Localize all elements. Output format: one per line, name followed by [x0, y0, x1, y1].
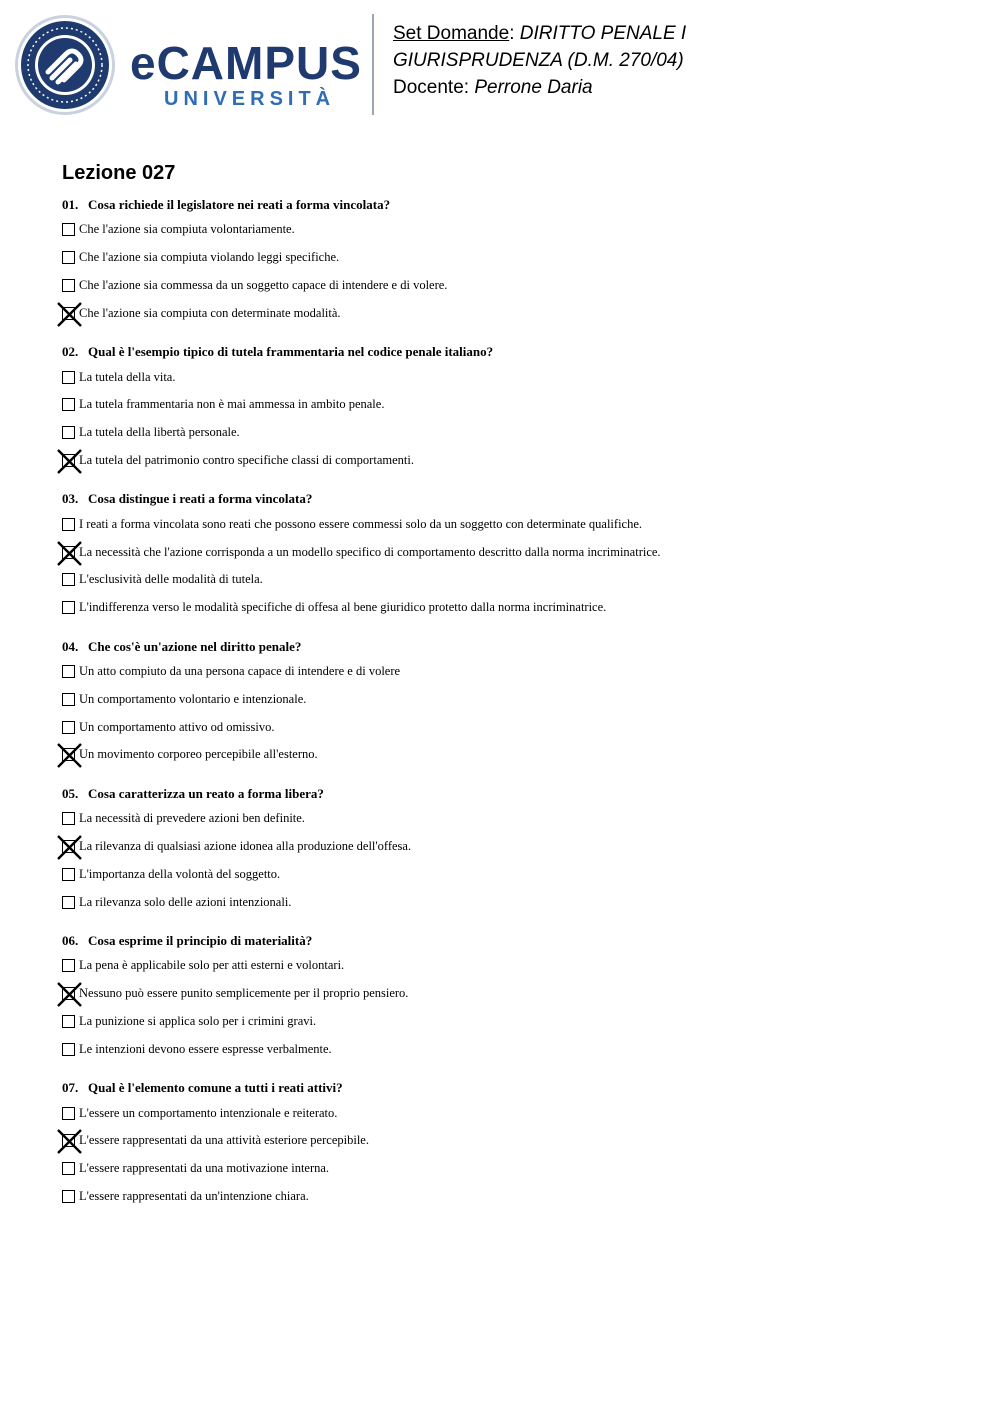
answer-checkbox[interactable] — [62, 251, 75, 264]
brand-subtitle: UNIVERSITÀ — [164, 88, 336, 110]
brand-name: eCAMPUS — [130, 37, 362, 89]
answer-option[interactable] — [62, 538, 962, 566]
answer-text: L'essere rappresentati da un'intenzione chiara. — [79, 1188, 309, 1203]
answer-checkbox-checked[interactable] — [62, 987, 75, 1000]
answer-checkbox[interactable] — [62, 1162, 75, 1175]
answer-checkbox[interactable] — [62, 665, 75, 678]
answer-text: La rilevanza solo delle azioni intenzionali. — [79, 894, 292, 909]
answer-text: L'essere rappresentati da una motivazione interna. — [79, 1161, 330, 1176]
answer-option[interactable] — [62, 980, 962, 1008]
answer-checkbox[interactable] — [62, 398, 75, 411]
selected-x-mark-icon — [56, 301, 83, 328]
brand-wordmark — [130, 37, 362, 110]
answer-checkbox[interactable] — [62, 518, 75, 531]
answer-text: Le intenzioni devono essere espresse verbalmente. — [79, 1041, 332, 1056]
answer-option[interactable] — [62, 1183, 962, 1211]
answer-option[interactable] — [62, 594, 962, 622]
answer-checkbox[interactable] — [62, 279, 75, 292]
header-info — [393, 20, 686, 101]
answer-text: La rilevanza di qualsiasi azione idonea alla produzione dell'offesa. — [79, 838, 412, 853]
answer-checkbox[interactable] — [62, 426, 75, 439]
answer-list — [62, 216, 962, 327]
answer-option[interactable] — [62, 741, 962, 769]
answer-list — [62, 952, 962, 1063]
answer-checkbox[interactable] — [62, 1015, 75, 1028]
answer-text: Un comportamento attivo od omissivo. — [79, 719, 275, 734]
answer-option[interactable] — [62, 447, 962, 475]
answer-list — [62, 1099, 962, 1210]
question-list — [62, 194, 962, 1224]
teacher-name: Perrone Daria — [474, 77, 593, 98]
answer-checkbox-checked[interactable] — [62, 454, 75, 467]
answer-option[interactable] — [62, 685, 962, 713]
answer-option[interactable] — [62, 272, 962, 300]
selected-x-mark-icon — [56, 1128, 83, 1155]
answer-text: La tutela della libertà personale. — [79, 425, 240, 440]
answer-option[interactable] — [62, 805, 962, 833]
question-label: Cosa distingue i reati a forma vincolata? — [88, 491, 313, 507]
question-label: Cosa caratterizza un reato a forma libera? — [88, 785, 324, 801]
header-divider — [372, 14, 374, 115]
answer-option[interactable] — [62, 833, 962, 861]
answer-option[interactable] — [62, 419, 962, 447]
answer-text: L'importanza della volontà del soggetto. — [79, 866, 281, 881]
answer-option[interactable] — [62, 1099, 962, 1127]
answer-text: La punizione si applica solo per i crimini gravi. — [79, 1013, 317, 1028]
answer-checkbox[interactable] — [62, 693, 75, 706]
answer-text: La necessità che l'azione corrisponda a un modello specifico di comportamento descritto dalla norma incriminatrice. — [79, 544, 661, 559]
answer-checkbox-checked[interactable] — [62, 748, 75, 761]
answer-option[interactable] — [62, 1035, 962, 1063]
answer-option[interactable] — [62, 216, 962, 244]
answer-option[interactable] — [62, 658, 962, 686]
answer-option[interactable] — [62, 1008, 962, 1036]
answer-checkbox[interactable] — [62, 959, 75, 972]
answer-option[interactable] — [62, 860, 962, 888]
teacher-line — [393, 74, 686, 101]
question-number: 07. — [62, 1080, 79, 1096]
answer-option[interactable] — [62, 363, 962, 391]
answer-text: La necessità di prevedere azioni ben definite. — [79, 811, 305, 826]
answer-list — [62, 805, 962, 916]
answer-checkbox-checked[interactable] — [62, 546, 75, 559]
question-number: 05. — [62, 785, 79, 801]
selected-x-mark-icon — [56, 981, 83, 1008]
question-text — [62, 783, 962, 805]
question-block — [62, 194, 962, 327]
answer-text: La tutela della vita. — [79, 369, 176, 384]
answer-checkbox[interactable] — [62, 896, 75, 909]
question-block — [62, 341, 962, 474]
answer-checkbox[interactable] — [62, 721, 75, 734]
question-text — [62, 194, 962, 216]
question-text — [62, 1077, 962, 1099]
selected-x-mark-icon — [56, 742, 83, 769]
teacher-label: Docente: — [393, 77, 470, 98]
answer-text: La tutela del patrimonio contro specifiche classi di comportamenti. — [79, 452, 414, 467]
question-text — [62, 636, 962, 658]
set-value: DIRITTO PENALE I — [519, 23, 687, 44]
answer-text: Che l'azione sia compiuta volontariamente. — [79, 222, 295, 237]
answer-text: Che l'azione sia commessa da un soggetto capace di intendere e di volere. — [79, 277, 448, 292]
question-number: 02. — [62, 344, 79, 360]
question-label: Cosa richiede il legislatore nei reati a forma vincolata? — [88, 197, 391, 212]
answer-text: Un movimento corporeo percepibile all'esterno. — [79, 747, 318, 762]
answer-text: L'indifferenza verso le modalità specifiche di offesa al bene giuridico protetto dalla norma incriminatrice. — [79, 600, 607, 615]
answer-option[interactable] — [62, 566, 962, 594]
question-text — [62, 341, 962, 363]
answer-text: Un atto compiuto da una persona capace di intendere e di volere — [79, 663, 401, 678]
university-seal-logo — [14, 14, 116, 116]
question-block — [62, 636, 962, 769]
answer-checkbox[interactable] — [62, 1043, 75, 1056]
question-label: Che cos'è un'azione nel diritto penale? — [88, 638, 302, 654]
question-label: Qual è l'elemento comune a tutti i reati attivi? — [88, 1080, 343, 1096]
set-label: Set Domande — [393, 23, 510, 44]
answer-text: L'esclusività delle modalità di tutela. — [79, 572, 263, 587]
answer-checkbox[interactable] — [62, 223, 75, 236]
selected-x-mark-icon — [56, 540, 83, 567]
answer-list — [62, 363, 962, 474]
question-number: 04. — [62, 638, 79, 654]
answer-option[interactable] — [62, 713, 962, 741]
lesson-title: Lezione 027 — [62, 162, 176, 184]
answer-text: I reati a forma vincolata sono reati che possono essere commessi solo da un soggetto con determinate qualifiche. — [79, 516, 643, 531]
answer-option[interactable] — [62, 244, 962, 272]
answer-list — [62, 510, 962, 621]
answer-checkbox[interactable] — [62, 1190, 75, 1203]
answer-option[interactable] — [62, 299, 962, 327]
answer-text: Nessuno può essere punito semplicemente per il proprio pensiero. — [79, 986, 409, 1001]
question-block — [62, 930, 962, 1063]
answer-text: Un comportamento volontario e intenzionale. — [79, 691, 307, 706]
question-block — [62, 1077, 962, 1210]
question-block — [62, 783, 962, 916]
answer-checkbox[interactable] — [62, 812, 75, 825]
selected-x-mark-icon — [56, 834, 83, 861]
question-label: Qual è l'esempio tipico di tutela frammentaria nel codice penale italiano? — [88, 344, 494, 360]
answer-checkbox[interactable] — [62, 573, 75, 586]
answer-checkbox-checked[interactable] — [62, 840, 75, 853]
answer-option[interactable] — [62, 510, 962, 538]
answer-text: Che l'azione sia compiuta violando leggi specifiche. — [79, 250, 340, 265]
selected-x-mark-icon — [56, 448, 83, 475]
question-text — [62, 930, 962, 952]
answer-checkbox-checked[interactable] — [62, 1134, 75, 1147]
answer-checkbox[interactable] — [62, 371, 75, 384]
answer-text: La pena è applicabile solo per atti esterni e volontari. — [79, 958, 345, 973]
answer-checkbox-checked[interactable] — [62, 307, 75, 320]
question-set-line: Set Domande: DIRITTO PENALE I — [393, 23, 687, 44]
question-text — [62, 488, 962, 510]
answer-text: Che l'azione sia compiuta con determinate modalità. — [79, 305, 341, 320]
answer-checkbox[interactable] — [62, 868, 75, 881]
answer-option[interactable] — [62, 888, 962, 916]
answer-checkbox[interactable] — [62, 1107, 75, 1120]
answer-list — [62, 658, 962, 769]
answer-option[interactable] — [62, 952, 962, 980]
answer-option[interactable] — [62, 391, 962, 419]
question-number: 06. — [62, 932, 79, 948]
question-label: Cosa esprime il principio di materialità? — [88, 932, 313, 948]
answer-checkbox[interactable] — [62, 601, 75, 614]
question-number: 03. — [62, 491, 79, 507]
course-name: GIURISPRUDENZA (D.M. 270/04) — [393, 50, 684, 71]
question-block — [62, 488, 962, 621]
question-number: 01. — [62, 197, 79, 212]
answer-option[interactable] — [62, 1127, 962, 1155]
answer-text: L'essere un comportamento intenzionale e reiterato. — [79, 1105, 338, 1120]
answer-text: La tutela frammentaria non è mai ammessa in ambito penale. — [79, 397, 385, 412]
answer-text: L'essere rappresentati da una attività esteriore percepibile. — [79, 1133, 369, 1148]
course-line — [393, 47, 686, 74]
answer-option[interactable] — [62, 1155, 962, 1183]
